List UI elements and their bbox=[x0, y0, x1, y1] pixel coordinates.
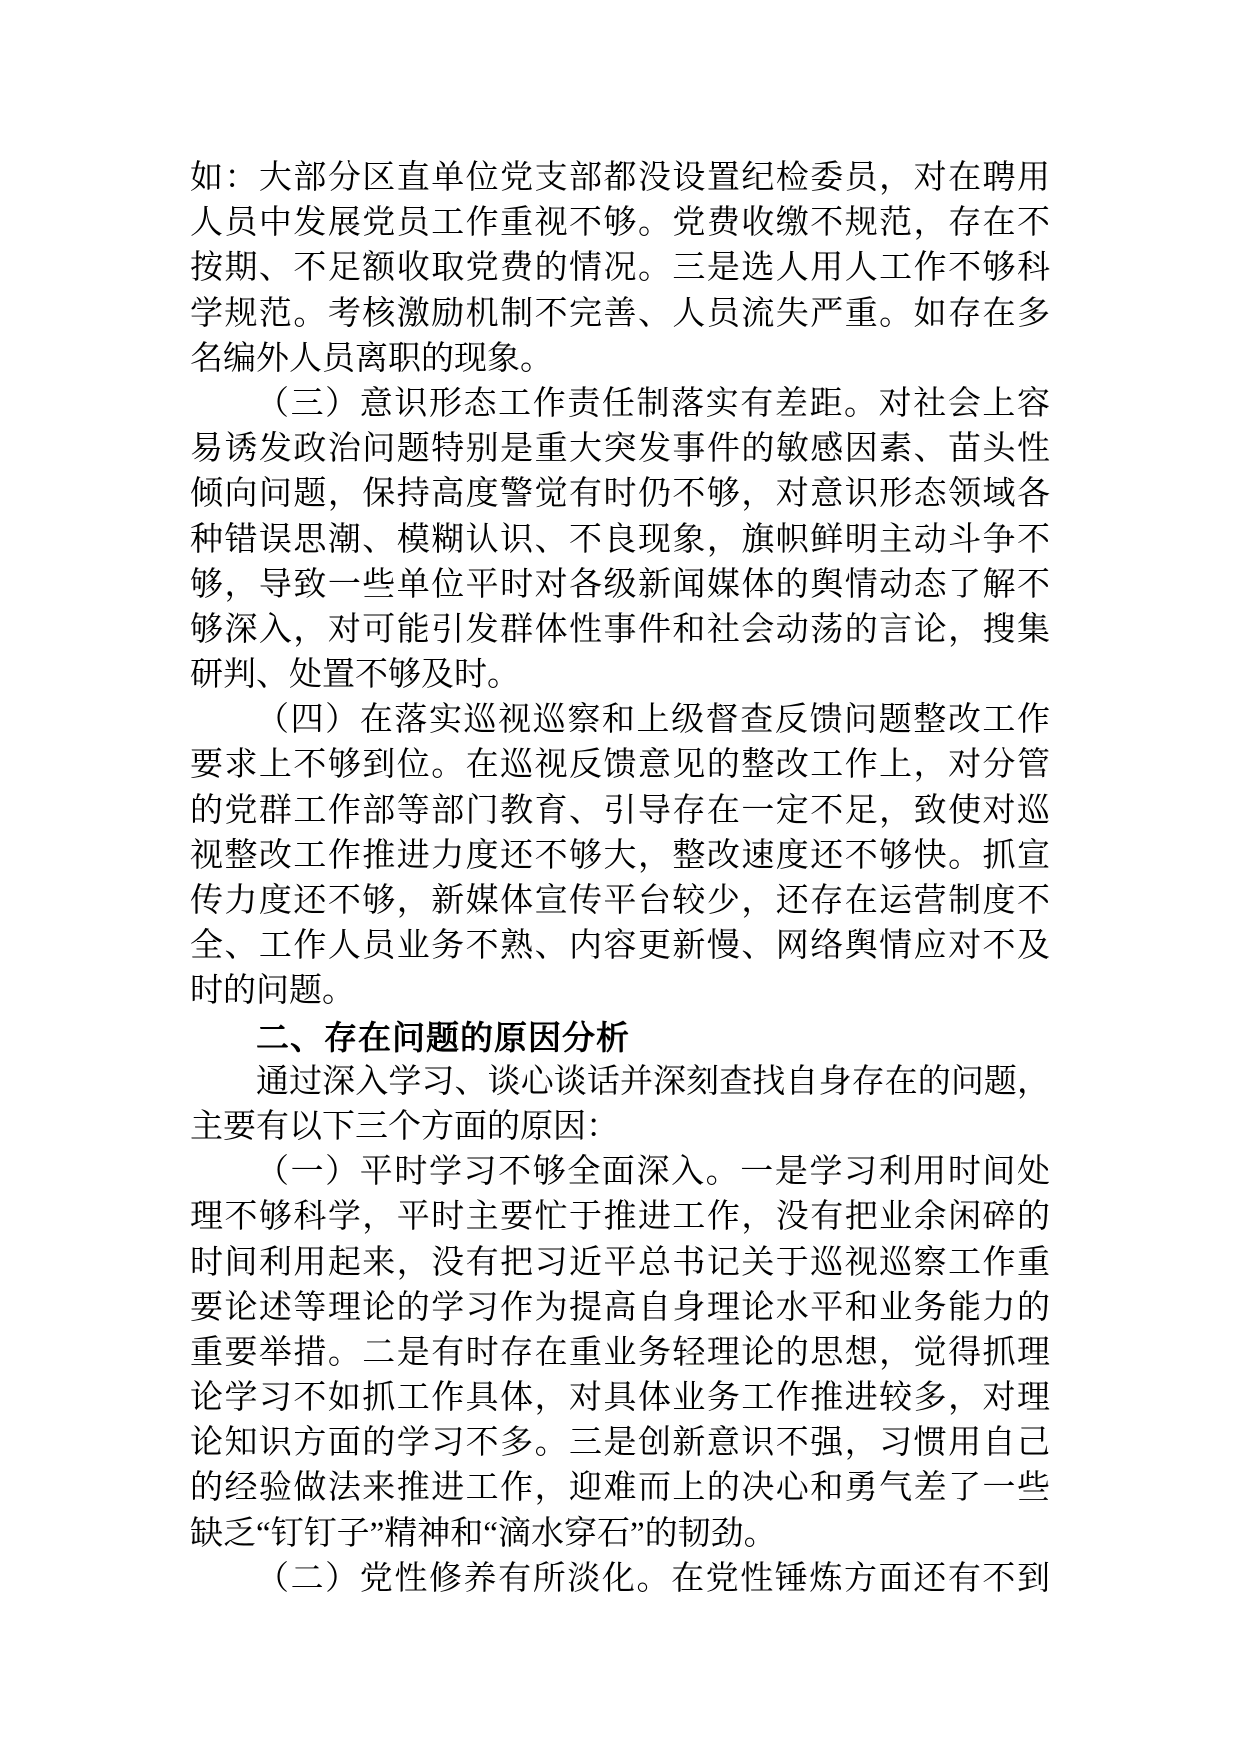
text-line: 按期、不足额收取党费的情况。三是选人用人工作不够科 bbox=[190, 250, 1050, 287]
section-heading: 二、存在问题的原因分析 bbox=[256, 1018, 630, 1056]
text-line: 理不够科学，平时主要忙于推进工作，没有把业余闲碎的 bbox=[190, 1199, 1050, 1236]
text-line: 全、工作人员业务不熟、内容更新慢、网络舆情应对不及 bbox=[190, 928, 1050, 965]
text-line: 时间利用起来，没有把习近平总书记关于巡视巡察工作重 bbox=[190, 1244, 1050, 1281]
paragraph bbox=[190, 156, 1050, 382]
text-line: 论学习不如抓工作具体，对具体业务工作推进较多，对理 bbox=[190, 1380, 1050, 1417]
text-line: （三）意识形态工作责任制落实有差距。对社会上容 bbox=[256, 385, 1050, 422]
text-line: 学规范。考核激励机制不完善、人员流失严重。如存在多 bbox=[190, 295, 1050, 332]
text-line: 的经验做法来推进工作，迎难而上的决心和勇气差了一些 bbox=[190, 1470, 1050, 1507]
paragraph bbox=[190, 698, 1050, 1014]
text-line: （二）党性修养有所淡化。在党性锤炼方面还有不到 bbox=[256, 1560, 1050, 1597]
text-line: 的党群工作部等部门教育、引导存在一定不足，致使对巡 bbox=[190, 792, 1050, 829]
text-line: 论知识方面的学习不多。三是创新意识不强，习惯用自己 bbox=[190, 1425, 1050, 1462]
text-line: 重要举措。二是有时存在重业务轻理论的思想，觉得抓理 bbox=[190, 1334, 1050, 1371]
text-line: 要求上不够到位。在巡视反馈意见的整改工作上，对分管 bbox=[190, 747, 1050, 784]
text-line: 传力度还不够，新媒体宣传平台较少，还存在运营制度不 bbox=[190, 883, 1050, 919]
document-body bbox=[190, 156, 1050, 1602]
text-line: 够，导致一些单位平时对各级新闻媒体的舆情动态了解不 bbox=[190, 566, 1050, 603]
text-line: 易诱发政治问题特别是重大突发事件的敏感因素、苗头性 bbox=[190, 431, 1050, 468]
text-line: 名编外人员离职的现象。 bbox=[190, 340, 553, 377]
paragraph bbox=[190, 1557, 1050, 1602]
text-line: 视整改工作推进力度还不够大，整改速度还不够快。抓宣 bbox=[190, 837, 1050, 874]
text-line: 要论述等理论的学习作为提高自身理论水平和业务能力的 bbox=[190, 1289, 1050, 1326]
text-line: （四）在落实巡视巡察和上级督查反馈问题整改工作 bbox=[256, 702, 1050, 739]
section bbox=[190, 1015, 1050, 1060]
text-line: 时的问题。 bbox=[190, 973, 355, 1010]
text-line: 主要有以下三个方面的原因： bbox=[190, 1108, 619, 1145]
text-line: （一）平时学习不够全面深入。一是学习利用时间处 bbox=[256, 1154, 1050, 1191]
text-line: 人员中发展党员工作重视不够。党费收缴不规范，存在不 bbox=[190, 205, 1050, 242]
text-line: 通过深入学习、谈心谈话并深刻查找自身存在的问题， bbox=[256, 1063, 1050, 1100]
text-line: 缺乏“钉钉子”精神和“滴水穿石”的韧劲。 bbox=[190, 1515, 777, 1552]
paragraph bbox=[190, 1150, 1050, 1557]
text-line: 种错误思潮、模糊认识、不良现象，旗帜鲜明主动斗争不 bbox=[190, 521, 1050, 558]
text-line: 如：大部分区直单位党支部都没设置纪检委员，对在聘用 bbox=[190, 160, 1050, 196]
paragraph bbox=[190, 1060, 1050, 1150]
text-line: 研判、处置不够及时。 bbox=[190, 657, 520, 694]
text-line: 倾向问题，保持高度警觉有时仍不够，对意识形态领域各 bbox=[190, 476, 1050, 513]
paragraph bbox=[190, 382, 1050, 698]
text-line: 够深入，对可能引发群体性事件和社会动荡的言论，搜集 bbox=[190, 611, 1050, 648]
